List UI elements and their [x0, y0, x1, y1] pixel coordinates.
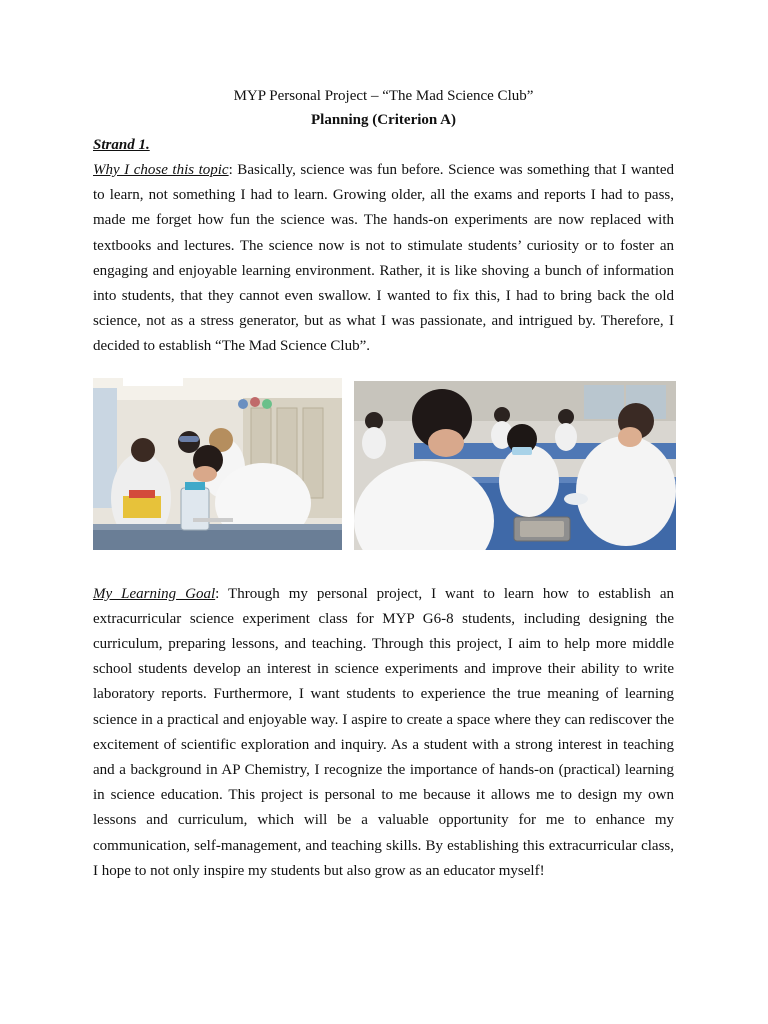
learning-goal-paragraph [93, 582, 674, 884]
learning-goal-lead: My Learning Goal [93, 585, 216, 602]
strand-heading: Strand 1. [93, 137, 150, 153]
topic-body: : Basically, science was fun before. Science was something that I wanted to learn, not something I had to learn. Growing older, all the exams and reports I had to pass, made me forget how fun the science was. The hands-on experiments are now replaced with textbooks and lectures. The science now is not to stimulate students’ curiosity or to foster an engaging and enjoyable learning environment. Rather, it is like shoving a bunch of information into students, that they cannot even swallow. I wanted to fix this, I had to bring back the old science, not as a stress generator, but as what I was passionate, and intrigued by. Therefore, I decided to establish “The Mad Science Club”. [93, 162, 675, 355]
document-subtitle: Planning (Criterion A) [311, 112, 456, 128]
document-page [93, 84, 674, 884]
learning-goal-body: : Through my personal project, I want to learn how to establish an extracurricular science experiment class for MYP G6-8 students, including designing the curriculum, preparing lessons, and teaching. Through this project, I aim to help more middle school students develop an interest in science experiments and improve their ability to write laboratory reports. Furthermore, I want students to experience the true meaning of learning science in a practical and enjoyable way. I aspire to create a space where they can rediscover the excitement of scientific exploration and inquiry. As a student with a strong interest in teaching and a background in AP Chemistry, I recognize the importance of hands-on (practical) learning in science education. This project is personal to me because it allows me to design my own lessons and curriculum, which will be a valuable opportunity for me to enhance my communication, self-management, and teaching skills. By establishing this extracurricular class, I hope to not only inspire my students but also grow as an educator myself! [93, 585, 674, 879]
lab-photo-right [354, 381, 676, 550]
photo-row [93, 378, 674, 550]
document-title: MYP Personal Project – “The Mad Science Club” [233, 88, 534, 104]
lab-photo-left [93, 378, 342, 550]
topic-paragraph [93, 158, 674, 360]
topic-lead: Why I chose this topic [93, 162, 229, 178]
